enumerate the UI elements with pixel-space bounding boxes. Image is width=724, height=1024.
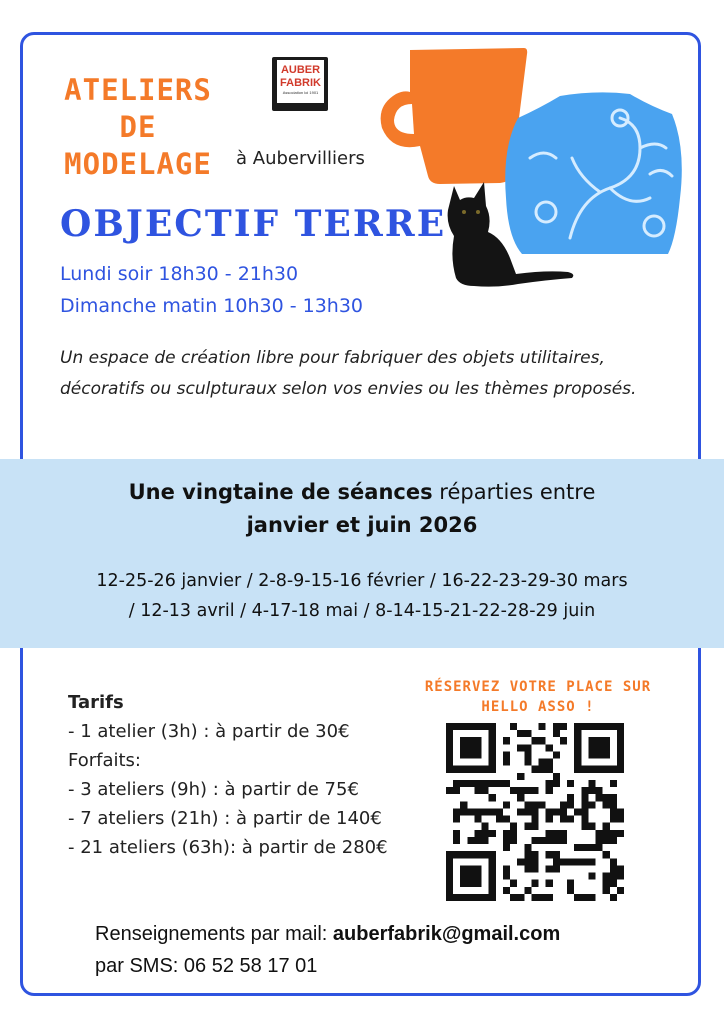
booking-callout [400,677,676,717]
session-dates [0,566,724,626]
pricing-heading: Tarifs [68,692,124,713]
session-dates-line-2: / 12-13 avril / 4-17-18 mai / 8-14-15-21-22-28-29 juin [128,601,596,621]
phone-number[interactable]: 06 52 58 17 01 [183,955,318,977]
booking-line-2: HELLO ASSO ! [481,699,595,715]
logo-small-text: Association loi 1901 [282,90,319,95]
sessions-band [0,459,724,648]
schedule-monday: Lundi soir 18h30 - 21h30 [60,263,299,285]
program-title: OBJECTIF TERRE [60,203,447,245]
auberfabrik-logo [272,57,328,111]
sms-label: par SMS: [95,955,184,977]
sessions-headline-bold: Une vingtaine de séances [128,480,433,504]
schedule-sunday: Dimanche matin 10h30 - 13h30 [60,295,364,317]
sessions-headline-rest: réparties entre [432,480,596,504]
heading-line-2: DE [119,110,157,144]
pricing-line: - 1 atelier (3h) : à partir de 30€ [68,721,350,742]
sessions-headline [0,476,724,542]
location-text: à Aubervilliers [236,148,365,169]
logo-line-2: FABRIK [280,77,321,89]
email-link[interactable]: auberfabrik@gmail.com [332,923,561,945]
heading-line-3: MODELAGE [64,147,212,181]
description-text: Un espace de création libre pour fabriquer des objets utilitaires, décoratifs ou sculpturaux selon vos envies ou les thèmes proposés. [60,348,637,399]
pricing-line: - 21 ateliers (63h): à partir de 280€ [68,837,388,858]
pricing-line: - 7 ateliers (21h) : à partir de 140€ [68,808,382,829]
logo-line-1: AUBER [280,64,321,76]
mail-label: Renseignements par mail: [95,923,333,945]
pricing-line: - 3 ateliers (9h) : à partir de 75€ [68,779,359,800]
cat-photo-icon [436,178,578,290]
heading-line-1: ATELIERS [64,73,212,107]
booking-line-1: RÉSERVEZ VOTRE PLACE SUR [424,679,652,695]
pricing-block [68,688,388,862]
pricing-line: Forfaits: [68,750,141,771]
sessions-period: janvier et juin 2026 [246,513,478,537]
qr-code-icon[interactable] [446,723,624,901]
schedule-block [60,258,363,322]
workshop-heading [58,72,218,183]
contact-block [95,918,560,982]
session-dates-line-1: 12-25-26 janvier / 2-8-9-15-16 février / 16-22-23-29-30 mars [96,571,628,591]
